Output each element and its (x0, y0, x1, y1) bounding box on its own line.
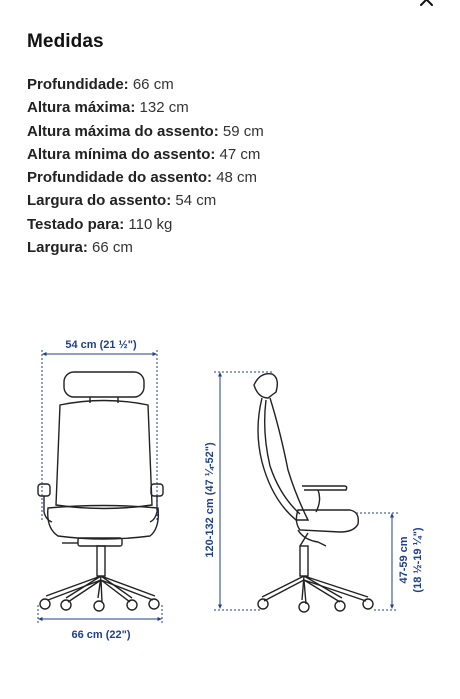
spec-seat-depth: Profundidade do assento: 48 cm (27, 169, 258, 187)
chair-side-view (254, 374, 373, 612)
spec-seat-width: Largura do assento: 54 cm (27, 192, 217, 210)
close-icon (418, 0, 438, 12)
chair-front-view (38, 372, 163, 611)
spec-width: Largura: 66 cm (27, 239, 133, 257)
spec-min-seat-height: Altura mínima do assento: 47 cm (27, 145, 261, 163)
side-dimension-lines (214, 372, 398, 610)
seat-height-label-in: (18 ½-19 ¼") (412, 527, 424, 593)
seat-height-label-cm: 47-59 cm (398, 536, 410, 584)
measurements-list (27, 73, 264, 259)
spec-max-height: Altura máxima: 132 cm (27, 99, 189, 117)
height-label: 120-132 cm (47 ¼-52") (204, 442, 216, 558)
spec-depth: Profundidade: 66 cm (27, 76, 174, 93)
close-button[interactable] (414, 0, 442, 12)
page-title: Medidas (27, 31, 104, 52)
spec-max-seat-height: Altura máxima do assento: 59 cm (27, 122, 264, 140)
base-width-label: 66 cm (22") (71, 629, 131, 641)
chair-dimension-diagram (0, 330, 460, 650)
seat-width-label: 54 cm (21 ½") (65, 339, 137, 351)
spec-tested-for: Testado para: 110 kg (27, 215, 173, 233)
